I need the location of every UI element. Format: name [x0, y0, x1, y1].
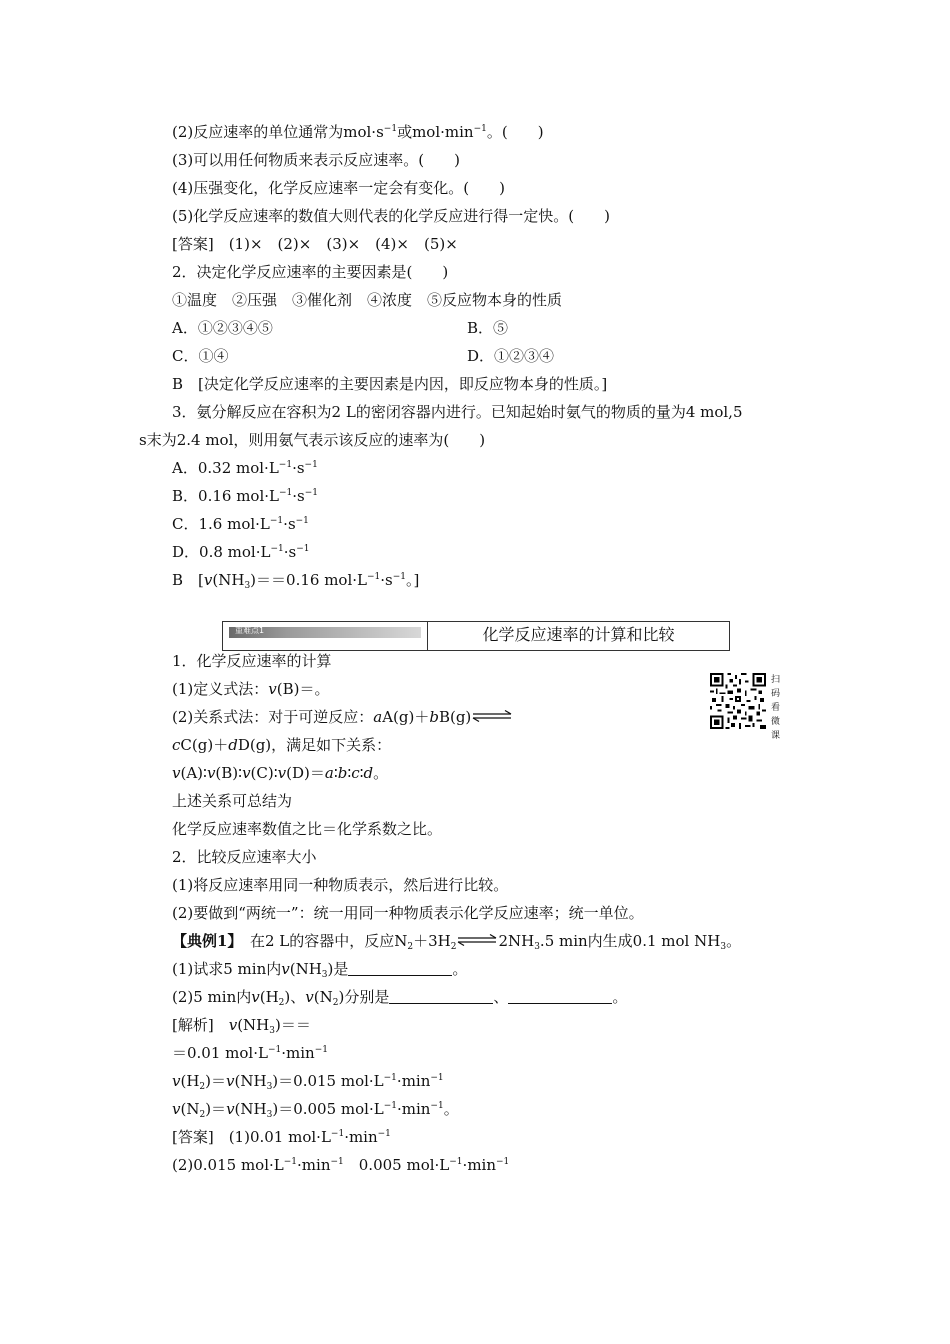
calc-ratio: v(A)∶v(B)∶v(C)∶v(D)＝a∶b∶c∶d。 [172, 764, 389, 782]
compare-heading: 2．比较反应速率大小 [172, 848, 317, 866]
equilibrium-arrow-icon [471, 710, 513, 722]
calc-relation-line2: cC(g)＋dD(g)，满足如下关系： [172, 736, 392, 754]
answer-blank[interactable] [508, 989, 612, 1004]
example-stem: 【典例1】 在2 L的容器中，反应$N_2+3H_2$ $2NH_3.5$ min内生成0.1 mol $NH_3$。 [172, 932, 742, 952]
solution-line-1: [解析] $v(NH_3)==$ [172, 1016, 311, 1036]
example-question-1: (1)试求5 min内$v(NH_3)$是 。 [172, 960, 468, 980]
q1-item-2: (2)反应速率的单位通常为$mol\cdot s^{-1}$或$mol\cdot\min^{-1}$。( ) [172, 123, 544, 141]
section-tag [229, 627, 421, 638]
q3-stem-line2: s末为2.4 mol，则用氨气表示该反应的速率为( ) [139, 431, 486, 449]
section-tag-label: 重难点1 [235, 626, 265, 635]
q2-option-a: A．①②③④⑤ [172, 319, 273, 337]
q2-answer: B [决定化学反应速率的主要因素是内因，即反应物本身的性质。] [172, 375, 608, 393]
q3-option-d: D．0.8 $mol\cdot L^{-1}\cdot s^{-1}$ [172, 543, 310, 561]
equilibrium-arrow-icon [456, 934, 498, 946]
q1-item-5: (5)化学反应速率的数值大则代表的化学反应进行得一定快。( ) [172, 207, 610, 225]
q3-stem-line1: 3．氨分解反应在容积为2 L的密闭容器内进行。已知起始时氨气的物质的量为4 mol,5 [172, 403, 743, 421]
solution-line-3: $v(H_2)=v(NH_3)=0.015$ $mol\cdot L^{-1}\cdot\min^{-1}$ [172, 1072, 444, 1092]
q2-stem: 2．决定化学反应速率的主要因素是( ) [172, 263, 449, 281]
section-title: 化学反应速率的计算和比较 [482, 625, 675, 644]
qr-code-icon [710, 673, 766, 729]
q2-option-d: D．①②③④ [467, 347, 555, 365]
section-header [222, 621, 730, 651]
solution-line-4: $v(N_2)=v(NH_3)=0.005$ $mol\cdot L^{-1}\cdot\min^{-1}$。 [172, 1100, 459, 1120]
q1-item-4: (4)压强变化，化学反应速率一定会有变化。( ) [172, 179, 505, 197]
final-answer-line-1: [答案] (1)0.01 $mol\cdot L^{-1}\cdot\min^{-1}$ [172, 1128, 391, 1146]
final-answer-line-2: (2)0.015 $mol\cdot L^{-1}\cdot\min^{-1}$ 0.005 $mol\cdot L^{-1}\cdot\min^{-1}$ [172, 1156, 510, 1174]
compare-point-1: (1)将反应速率用同一种物质表示，然后进行比较。 [172, 876, 509, 894]
q3-option-b: B．0.16 $mol\cdot L^{-1}\cdot s^{-1}$ [172, 487, 319, 505]
q3-option-a: A．0.32 $mol\cdot L^{-1}\cdot s^{-1}$ [172, 459, 318, 477]
qr-caption: 扫码看微课 [771, 675, 781, 741]
q2-option-b: B．⑤ [467, 319, 509, 337]
calc-relation-line1: (2)关系式法：对于可逆反应：aA(g)＋bB(g) [172, 707, 513, 727]
q3-answer: B [$v(NH_3)==0.16$ $mol\cdot L^{-1}\cdot s^{-1}$。] [172, 571, 420, 591]
q1-answer: [答案] (1)× (2)× (3)× (4)× (5)× [172, 235, 458, 253]
calc-summary-1: 上述关系可总结为 [172, 792, 293, 810]
q1-item-3: (3)可以用任何物质来表示反应速率。( ) [172, 151, 460, 169]
q3-option-c: C．1.6 $mol\cdot L^{-1}\cdot s^{-1}$ [172, 515, 309, 533]
calc-summary-2: 化学反应速率数值之比＝化学系数之比。 [172, 820, 443, 838]
answer-blank[interactable] [389, 989, 493, 1004]
section-tag-cell [223, 622, 428, 650]
example-question-2: (2)5 min内$v(H_2)$、$v(N_2)$分别是 、 。 [172, 988, 628, 1008]
q2-option-c: C．①④ [172, 347, 229, 365]
solution-line-2: ＝0.01 $mol\cdot L^{-1}\cdot\min^{-1}$ [172, 1044, 328, 1062]
q2-factors: ①温度 ②压强 ③催化剂 ④浓度 ⑤反应物本身的性质 [172, 291, 563, 309]
calc-definition: (1)定义式法：v(B)＝。 [172, 680, 330, 698]
answer-blank[interactable] [348, 961, 452, 976]
compare-point-2: (2)要做到“两统一”：统一用同一种物质表示化学反应速率；统一单位。 [172, 904, 644, 922]
calc-heading: 1．化学反应速率的计算 [172, 652, 332, 670]
